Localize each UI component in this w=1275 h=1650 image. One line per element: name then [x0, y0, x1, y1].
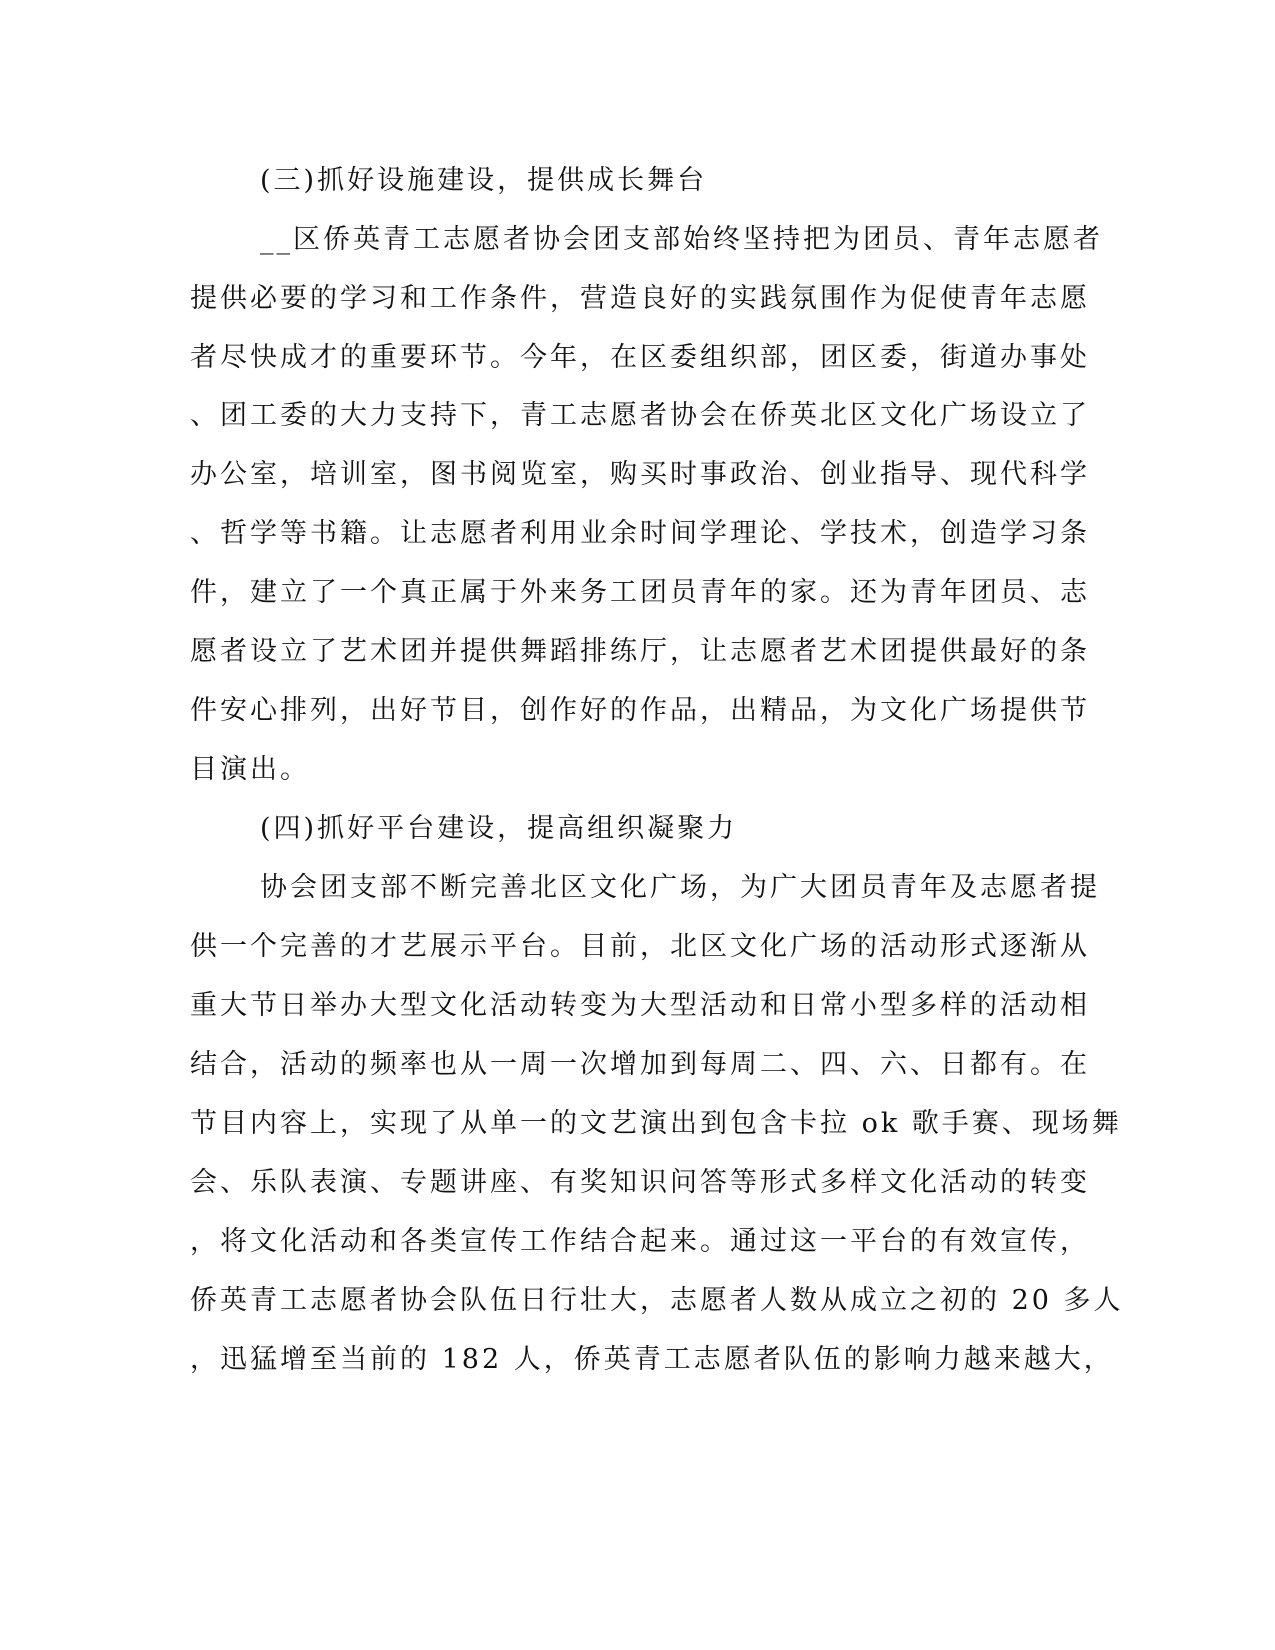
paragraph-line: 、哲学等书籍。让志愿者利用业余时间学理论、学技术，创造学习条: [190, 518, 1090, 549]
paragraph-line: 愿者设立了艺术团并提供舞蹈排练厅，让志愿者艺术团提供最好的条: [190, 636, 1090, 667]
paragraph-line: 提供必要的学习和工作条件，营造良好的实践氛围作为促使青年志愿: [190, 283, 1090, 314]
paragraph-line: 供一个完善的才艺展示平台。目前，北区文化广场的活动形式逐渐从: [190, 931, 1090, 962]
paragraph-line: 结合，活动的频率也从一周一次增加到每周二、四、六、日都有。在: [190, 1049, 1090, 1080]
paragraph-line: 侨英青工志愿者协会队伍日行壮大，志愿者人数从成立之初的 20 多人: [190, 1285, 1124, 1316]
section-heading: (四)抓好平台建设，提高组织凝聚力: [260, 813, 738, 844]
paragraph-line: __区侨英青工志愿者协会团支部始终坚持把为团员、青年志愿者: [260, 224, 1103, 255]
section-heading: (三)抓好设施建设，提供成长舞台: [260, 165, 708, 196]
paragraph-line: 协会团支部不断完善北区文化广场，为广大团员青年及志愿者提: [260, 872, 1100, 903]
paragraph-line: 重大节日举办大型文化活动转变为大型活动和日常小型多样的活动相: [190, 990, 1090, 1021]
paragraph-line: 、团工委的大力支持下，青工志愿者协会在侨英北区文化广场设立了: [190, 400, 1090, 431]
paragraph-line: 件，建立了一个真正属于外来务工团员青年的家。还为青年团员、志: [190, 577, 1090, 608]
paragraph-line: 目演出。: [190, 754, 310, 785]
paragraph-line: ，将文化活动和各类宣传工作结合起来。通过这一平台的有效宣传，: [190, 1226, 1090, 1257]
paragraph-line: 者尽快成才的重要环节。今年，在区委组织部，团区委，街道办事处: [190, 342, 1090, 373]
paragraph-line: 会、乐队表演、专题讲座、有奖知识问答等形式多样文化活动的转变: [190, 1167, 1090, 1198]
paragraph-line: 办公室，培训室，图书阅览室，购买时事政治、创业指导、现代科学: [190, 459, 1090, 490]
paragraph-line: 件安心排列，出好节目，创作好的作品，出精品，为文化广场提供节: [190, 695, 1090, 726]
paragraph-line: 节目内容上，实现了从单一的文艺演出到包含卡拉 ok 歌手赛、现场舞: [190, 1108, 1122, 1139]
paragraph-line: ，迅猛增至当前的 182 人，侨英青工志愿者队伍的影响力越来越大，: [190, 1344, 1114, 1375]
